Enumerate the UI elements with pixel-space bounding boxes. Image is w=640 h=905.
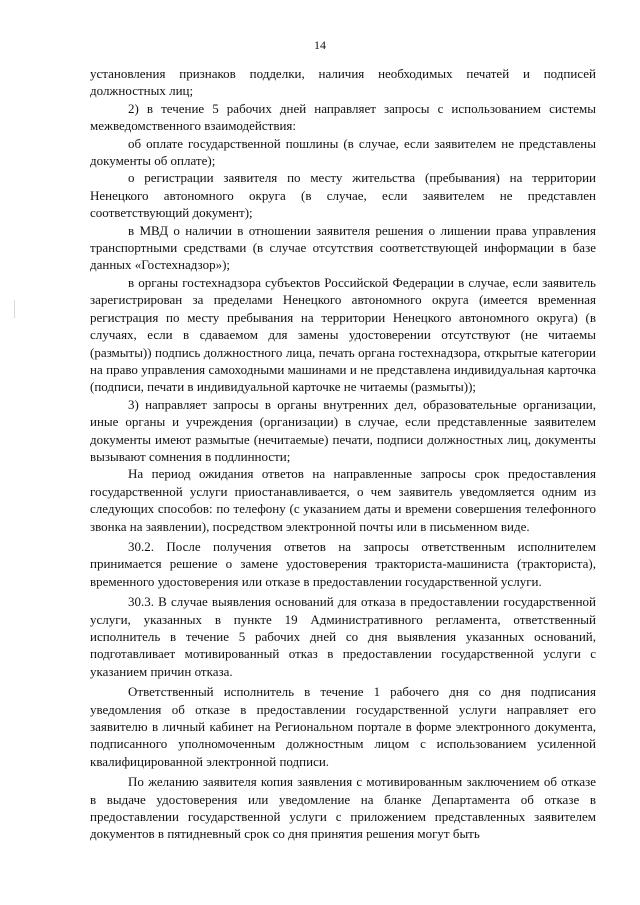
paragraph-copy-request: По желанию заявителя копия заявления с мотивированным заключением об отказе в выдаче удостоверения или уведомление на бланке Департамента об отказе в предоставлении государственной услуги с приложением представленных заявителем документов в пятидневный срок со дня принятия решения могут быть xyxy=(90,774,596,842)
paragraph-notification: Ответственный исполнитель в течение 1 рабочего дня со дня подписания уведомления об отказе в предоставлении государственной услуги направляет его заявителю в личный кабинет на Региональном портале в форме электронного документа, подписанного уполномоченным должностным лицом с использованием усиленной квалифицированной электронной подписи. xyxy=(90,684,596,769)
paragraph-continuation: установления признаков подделки, наличия необходимых печатей и подписей должностных лиц; xyxy=(90,66,596,99)
paragraph-gostekhnadzor: в органы гостехнадзора субъектов Российской Федерации в случае, если заявитель зарегистрирован за пределами Ненецкого автономного округа (имеется временная регистрация по месту пребывания на территории Ненецкого автономного округа) (в случаях, если в сдаваемом для замены удостоверении отсутствуют (не читаемы (размыты)) подпись должностного лица, печать органа гостехнадзора, открытые категории на право управления самоходными машинами и не представлена индивидуальная карточка (подписи, печати в индивидуальной карточке не читаемы (размыты)); xyxy=(90,274,596,395)
paragraph-mvd: в МВД о наличии в отношении заявителя решения о лишении права управления транспортными средствами (в случае отсутствия соответствующей информации в базе данных «Гостехнадзор»); xyxy=(90,222,596,273)
paragraph-item-2: 2) в течение 5 рабочих дней направляет запросы с использованием системы межведомственного взаимодействия: xyxy=(90,100,596,134)
paragraph-suspension: На период ожидания ответов на направленные запросы срок предоставления государственной услуги приостанавливается, о чем заявитель уведомляется одним из следующих способов: по телефону (с указанием даты и времени совершения телефонного звонка на заявлении), посредством электронной почты или в письменном виде. xyxy=(90,466,596,534)
paragraph-fee-payment: об оплате государственной пошлины (в случае, если заявителем не представлены документы об оплате); xyxy=(90,135,596,169)
paragraph-30-3: 30.3. В случае выявления оснований для отказа в предоставлении государственной услуги, указанных в пункте 19 Административного регламента, ответственный исполнитель в течение 5 рабочих дней со дня выявления указанных оснований, подготавливает мотивированный отказ в предоставлении государственной услуги с указанием причин отказа. xyxy=(90,594,596,679)
page-number: 14 xyxy=(314,38,326,52)
paragraph-item-3: 3) направляет запросы в органы внутренних дел, образовательные организации, иные органы и учреждения (организации) в случае, если представленные заявителем документы имеют размытые (нечитаемые) печати, подписи должностных лиц, документы вызывают сомнения в подлинности; xyxy=(90,396,596,464)
margin-mark xyxy=(14,300,15,318)
paragraph-registration: о регистрации заявителя по месту жительства (пребывания) на территории Ненецкого автономного округа (в случае, если заявителем не представлен соответствующий документ); xyxy=(90,170,596,221)
document-body xyxy=(90,65,596,843)
paragraph-30-2: 30.2. После получения ответов на запросы ответственным исполнителем принимается решение о замене удостоверения тракториста-машиниста (тракториста), временного удостоверения или отказе в предоставлении государственной услуги. xyxy=(90,538,596,589)
